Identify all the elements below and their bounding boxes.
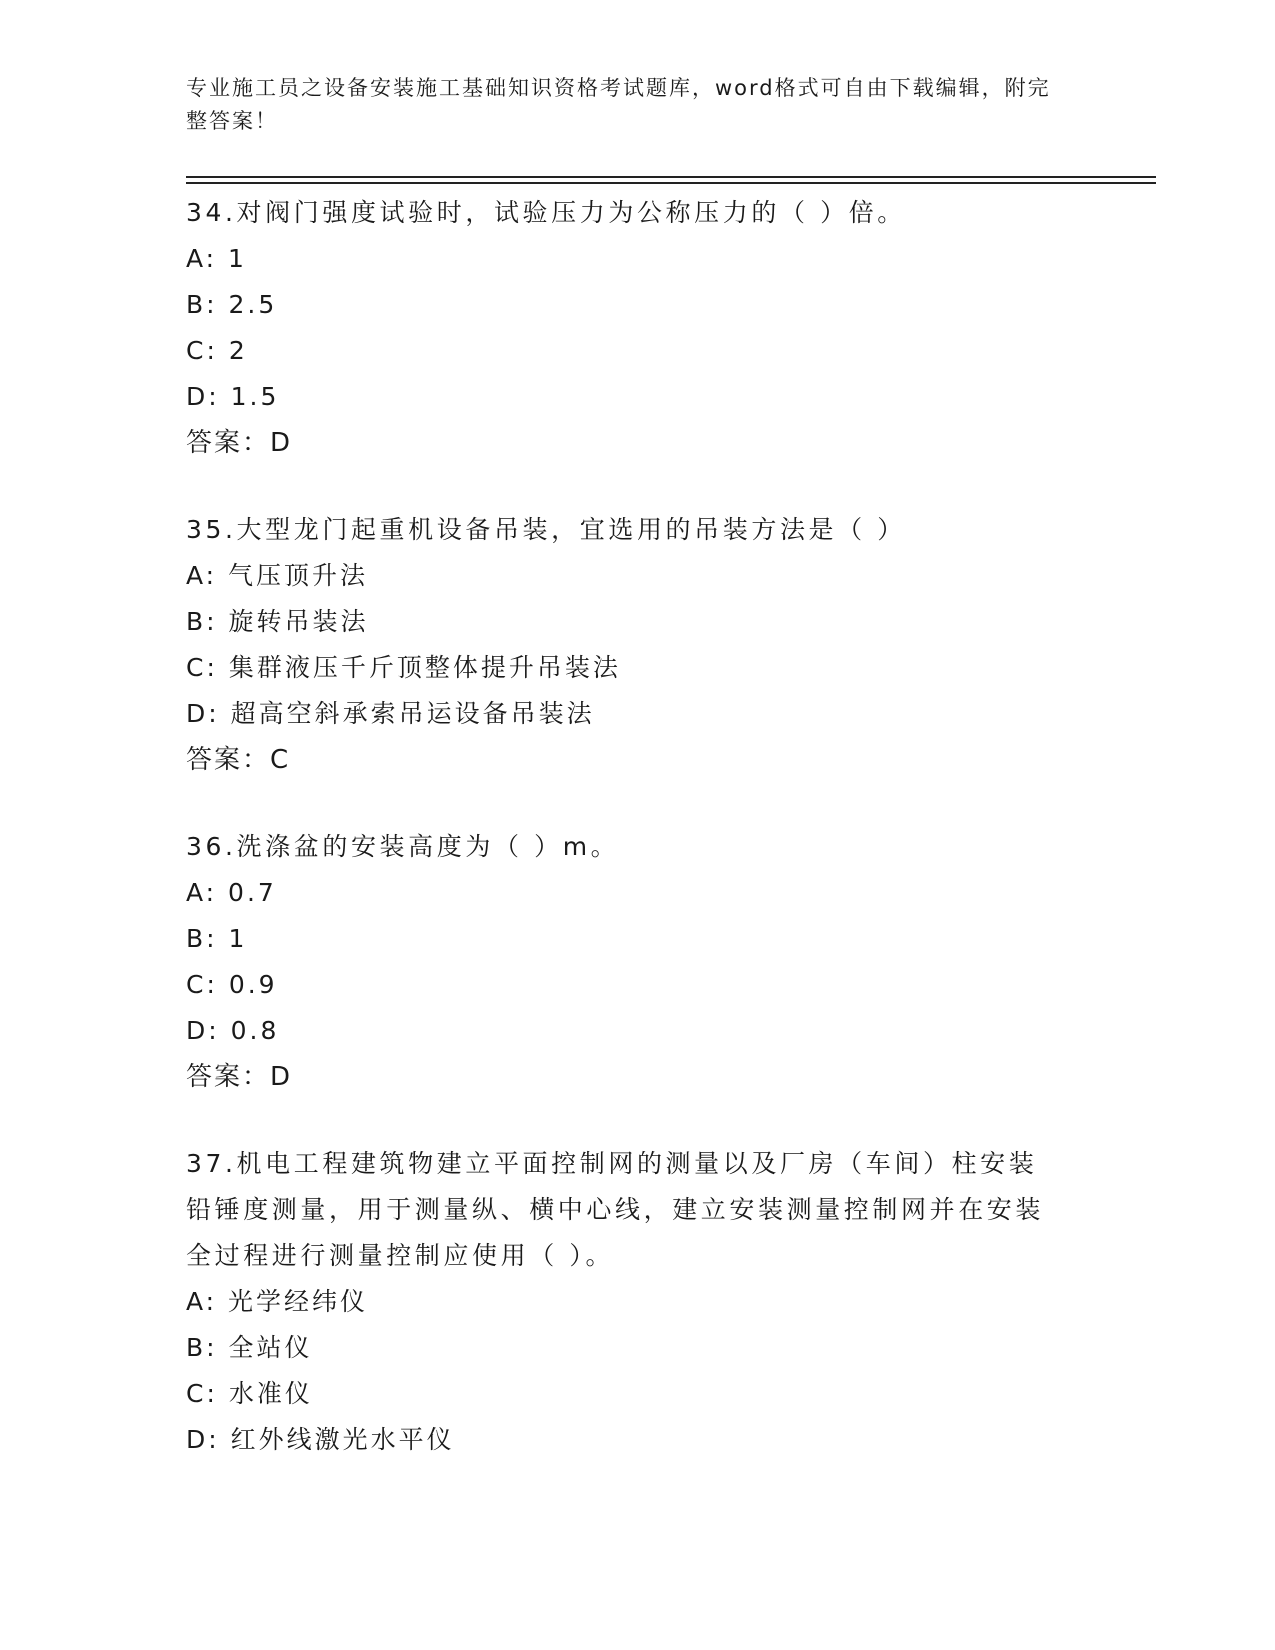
option-c: C: 集群液压千斤顶整体提升吊装法 — [186, 653, 621, 682]
answer-text: 答案：C — [186, 745, 291, 775]
question-34 — [186, 190, 1086, 466]
document-header — [186, 72, 1156, 138]
option-d: D: 1.5 — [186, 382, 280, 411]
option-d: D: 红外线激光水平仪 — [186, 1425, 455, 1454]
option-c: C: 水准仪 — [186, 1379, 313, 1408]
option-a: A: 1 — [186, 244, 247, 273]
option-c: C: 2 — [186, 336, 248, 365]
answer-text: 答案：D — [186, 1062, 293, 1092]
question-35 — [186, 507, 1086, 783]
question-36 — [186, 824, 1086, 1100]
option-a: A: 光学经纬仪 — [186, 1287, 369, 1316]
header-divider-top — [186, 176, 1156, 178]
option-a: A: 气压顶升法 — [186, 561, 369, 590]
option-b: B: 1 — [186, 924, 248, 953]
option-d: D: 超高空斜承索吊运设备吊装法 — [186, 699, 595, 728]
question-list — [186, 190, 1086, 1504]
header-text: 专业施工员之设备安装施工基础知识资格考试题库，word格式可自由下载编辑，附完整答案！ — [186, 76, 1051, 133]
header-divider-bottom — [186, 182, 1156, 184]
answer-text: 答案：D — [186, 428, 293, 458]
option-a: A: 0.7 — [186, 878, 277, 907]
option-c: C: 0.9 — [186, 970, 278, 999]
option-b: B: 2.5 — [186, 290, 278, 319]
question-stem: 36.洗涤盆的安装高度为（ ）m。 — [186, 832, 620, 861]
question-stem: 37.机电工程建筑物建立平面控制网的测量以及厂房（车间）柱安装铅锤度测量，用于测量纵、横中心线，建立安装测量控制网并在安装全过程进行测量控制应使用（ ）。 — [186, 1149, 1045, 1270]
option-b: B: 旋转吊装法 — [186, 607, 369, 636]
question-stem: 35.大型龙门起重机设备吊装，宜选用的吊装方法是（ ） — [186, 515, 906, 544]
question-stem: 34.对阀门强度试验时，试验压力为公称压力的（ ）倍。 — [186, 198, 906, 227]
question-37 — [186, 1141, 1086, 1463]
option-b: B: 全站仪 — [186, 1333, 313, 1362]
option-d: D: 0.8 — [186, 1016, 280, 1045]
